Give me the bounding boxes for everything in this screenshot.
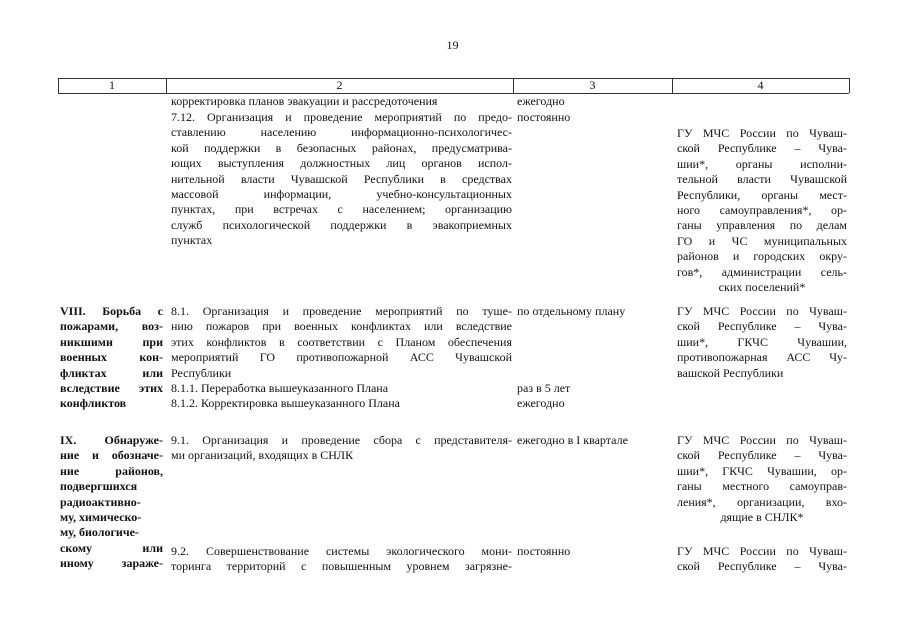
text-line: VIII. Борьба с (60, 304, 163, 318)
header-col-2: 2 (336, 78, 343, 92)
text-line: ления*, организации, вхо- (677, 494, 847, 509)
text-line: ющих выступления должностных лиц органов испол- (171, 156, 512, 171)
text-line: никшими при (60, 334, 163, 349)
item-9-2-responsible (677, 544, 847, 575)
text-line: ГУ МЧС России по Чуваш- (677, 304, 847, 318)
text-line: торинга территорий с повышенным уровнем загрязне- (171, 559, 512, 574)
text-line: по отдельному плану (517, 304, 626, 318)
text-line: ние районов, (60, 463, 163, 478)
text-line: пунктах (171, 233, 213, 248)
text-line: конфликтов (60, 396, 127, 411)
item-7-12-responsible (677, 126, 847, 295)
text-line: массовой информации, учебно-консультационных (171, 187, 512, 202)
text-line: 9.2. Совершенствование системы экологического мони- (171, 544, 512, 558)
text-line: гов*, администрации сель- (677, 264, 847, 279)
item-7-12-period (517, 110, 667, 125)
text-line: военных кон- (60, 350, 163, 365)
text-line: шии*, ГКЧС Чувашии, ор- (677, 463, 847, 478)
text-line: шии*, органы исполни- (677, 156, 847, 171)
header-divider (849, 78, 850, 93)
text-line: шии*, ГКЧС Чувашии, (677, 334, 847, 349)
item-9-1-responsible (677, 433, 847, 525)
text-line: раз в 5 лет (517, 381, 571, 395)
text-line: ской Республике – Чува- (677, 141, 847, 156)
item-9-1-period (517, 433, 667, 448)
text-line: му, биологиче- (60, 525, 139, 540)
text-line: ГО и ЧС муниципальных (677, 233, 847, 248)
text-line: фликтах или (60, 365, 163, 380)
text-line: районов и городских окру- (677, 249, 847, 264)
text-line: ГУ МЧС России по Чуваш- (677, 126, 847, 140)
text-line: IX. Обнаруже- (60, 433, 163, 447)
text-line: противопожарная АСС Чу- (677, 350, 847, 365)
text-line: постоянно (517, 544, 571, 558)
header-col-3: 3 (589, 78, 596, 92)
text-line: ГУ МЧС России по Чуваш- (677, 544, 847, 558)
header-col-1: 1 (109, 78, 115, 92)
text-line: мероприятий ГО противопожарной АСС Чувашской (171, 350, 512, 365)
text-line: ГУ МЧС России по Чуваш- (677, 433, 847, 447)
item-8-1-period (517, 304, 667, 319)
item-9-2-text (171, 544, 512, 575)
text-line: служб психологической поддержки в эвакоприемных (171, 217, 512, 232)
text-line: 8.1.2. Корректировка вышеуказанного Плана (171, 396, 400, 411)
text-line: этих конфликтов в соответствии с Планом обеспечения (171, 334, 512, 349)
text-line: ской Республике – Чува- (677, 559, 847, 574)
text-line: подвергшихся (60, 479, 138, 494)
text-line: Республики, органы мест- (677, 187, 847, 202)
text-line: пунктах, при встречах с населением; организацию (171, 202, 512, 217)
text-line: корректировка планов эвакуации и рассредоточения (171, 94, 438, 108)
item-7-12-text (171, 110, 512, 249)
text-line: ставлению населению информационно-психологичес- (171, 125, 512, 140)
text-line: кой поддержки в безопасных районах, предусматрива- (171, 140, 512, 155)
text-line: Республики (171, 365, 232, 380)
text-line: ской Республике – Чува- (677, 319, 847, 334)
text-line: му, химическо- (60, 510, 142, 525)
plan-correction-text (171, 94, 512, 109)
text-line: ние и обозначе- (60, 448, 163, 463)
text-line: вследствие этих (60, 381, 163, 396)
text-line: 8.1. Организация и проведение мероприятий по туше- (171, 304, 512, 318)
text-line: 8.1.1. Переработка вышеуказанного Плана (171, 381, 389, 396)
text-line: постоянно (517, 110, 571, 124)
text-line: ских поселений* (718, 280, 806, 295)
item-9-2-period (517, 544, 667, 559)
text-line: нительной власти Чувашской Республики в средствах (171, 171, 512, 186)
text-line: 7.12. Организация и проведение мероприятий по предо- (171, 110, 512, 124)
text-line: тельной власти Чувашской (677, 172, 847, 187)
text-line: нию пожаров при военных конфликтах или вследствие (171, 319, 512, 334)
text-line: ганы управления по делам (677, 218, 847, 233)
text-line: ежегодно в I квартале (517, 433, 628, 447)
text-line: иному зараже- (60, 556, 163, 571)
text-line: пожарами, воз- (60, 319, 163, 334)
text-line: ного самоуправления*, ор- (677, 203, 847, 218)
section-8-title (60, 304, 163, 412)
item-8-1-responsible (677, 304, 847, 381)
item-8-1-text (171, 304, 512, 412)
text-line: ежегодно (517, 94, 565, 108)
text-line: дящие в СНЛК* (720, 510, 804, 525)
plan-correction-period (517, 94, 667, 109)
text-line: ми организаций, входящих в СНЛК (171, 448, 354, 463)
text-line: 9.1. Организация и проведение сбора с представителя- (171, 433, 512, 447)
header-col-4: 4 (757, 78, 764, 92)
item-8-1-sub-periods (517, 381, 667, 412)
text-line: ской Республике – Чува- (677, 448, 847, 463)
text-line: ежегодно (517, 396, 565, 411)
text-line: скому или (60, 540, 163, 555)
item-9-1-text (171, 433, 512, 464)
text-line: вашской Республики (677, 365, 784, 380)
page-number: 19 (446, 38, 459, 52)
text-line: ганы местного самоуправ- (677, 479, 847, 494)
text-line: радиоактивно- (60, 494, 141, 509)
section-9-title (60, 433, 163, 572)
